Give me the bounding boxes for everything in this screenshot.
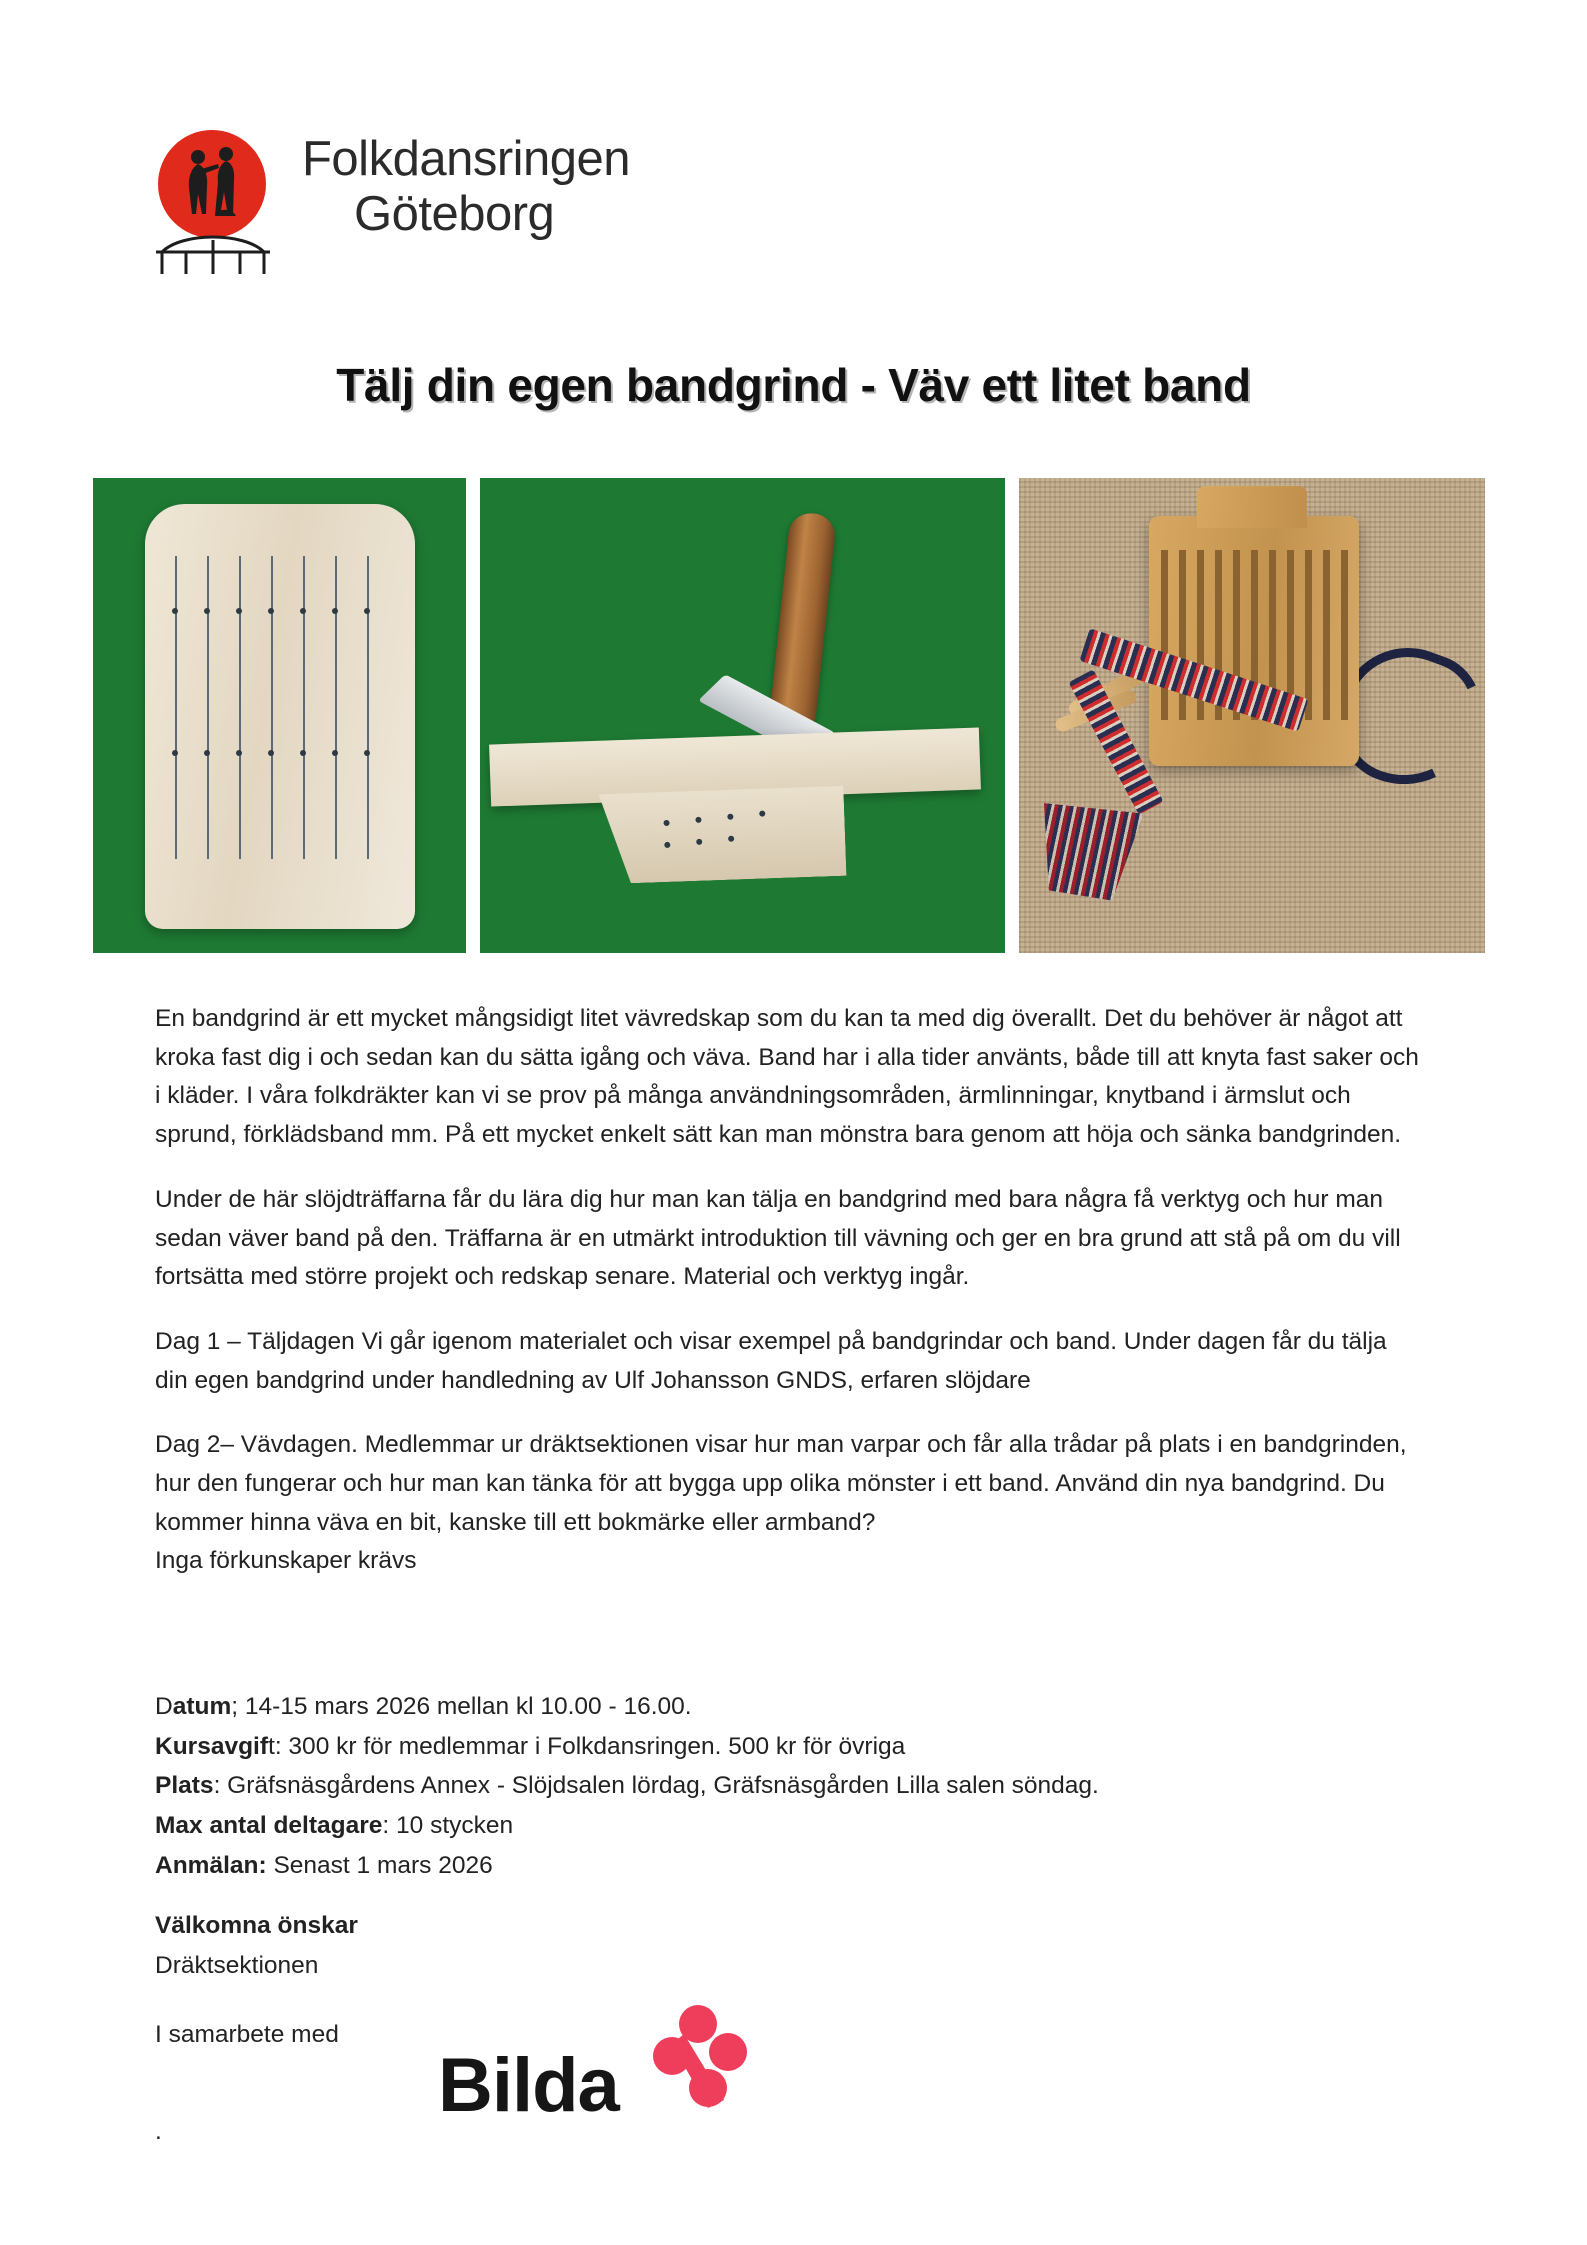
detail-row-max-participants: [155, 1806, 1425, 1846]
paragraph-prerequisites: Inga förkunskaper krävs: [155, 1547, 417, 1575]
event-details: [155, 1687, 1425, 1885]
detail-value: : Gräfsnäsgårdens Annex - Slöjdsalen lördag, Gräfsnäsgården Lilla salen söndag.: [213, 1772, 1099, 1800]
bridge-icon: [152, 226, 274, 276]
closing-signature: Dräktsektionen: [155, 1951, 319, 1979]
paragraph-course: Under de här slöjdträffarna får du lära dig hur man kan tälja en bandgrind med bara några få verktyg och hur man sedan väver band på den. Träffarna är en utmärkt introduktion till vävning och ger en bra grund att stå på om du vill fortsätta med större projekt och redskap senare. Material och verktyg ingår.: [155, 1185, 1401, 1291]
detail-label: Kursavgif: [155, 1732, 269, 1760]
photo-strip: [93, 478, 1493, 953]
dancers-icon: [158, 130, 266, 238]
detail-value: : 10 stycken: [382, 1812, 514, 1840]
organization-name-line1: Folkdansringen: [302, 132, 631, 186]
detail-row-registration: [155, 1846, 1425, 1886]
body-copy: [155, 1000, 1425, 1607]
organization-name: [302, 130, 630, 242]
closing-welcome: Välkomna önskar: [155, 1912, 358, 1939]
page-title: Tälj din egen bandgrind - Väv ett litet band: [336, 359, 1251, 411]
detail-lead: D: [155, 1693, 173, 1720]
detail-row-place: [155, 1766, 1425, 1806]
photo-knife-and-blank: [480, 478, 1005, 953]
bandgrind-blank-shape: [145, 504, 415, 929]
detail-label: Plats: [155, 1772, 214, 1800]
photo-finished-heddle: [1019, 478, 1485, 953]
bilda-logo: [438, 2000, 758, 2150]
organization-header: [150, 130, 630, 280]
detail-row-fee: [155, 1727, 1425, 1767]
detail-value: ; 14-15 mars 2026 mellan kl 10.00 - 16.00.: [231, 1693, 692, 1720]
slit-grid: [145, 504, 415, 929]
rigid-heddle-shape: [1149, 516, 1359, 766]
heddle-handle-shape: [1197, 486, 1307, 528]
paragraph-day2: Dag 2– Vävdagen. Medlemmar ur dräktsektionen visar hur man varpar och får alla trådar på plats i en bandgrinden, hur den fungerar och hur man kan tänka för att bygga upp olika mönster i ett band. Använd din nya bandgrind. Du kommer hinna väva en bit, kanske till ett bokmärke eller armband?: [155, 1431, 1407, 1536]
detail-value: t: 300 kr för medlemmar i Folkdansringen. 500 kr för övriga: [268, 1732, 906, 1760]
photo-bandgrind-blank: [93, 478, 466, 953]
paragraph-intro: En bandgrind är ett mycket mångsidigt litet vävredskap som du kan ta med dig överallt. Det du behöver är något att kroka fast dig i och sedan kan du sätta igång och väva. Band har i alla tider använts, både till att knyta fast saker och i kläder. I våra folkdräkter kan vi se prov på många användningsområden, ärmlinningar, knytband i ärmslut och sprund, förklädsband mm. På ett mycket enkelt sätt kan man mönstra bara genom att höja och sänka bandgrinden.: [155, 1005, 1419, 1149]
bilda-wordmark: Bilda: [438, 2043, 619, 2128]
wood-blank-shape: [599, 786, 847, 884]
detail-label: Anmälan:: [155, 1851, 267, 1879]
detail-label: Max antal deltagare: [155, 1812, 383, 1840]
knife-handle-shape: [769, 511, 837, 725]
bilda-clover-icon: [646, 2004, 750, 2112]
detail-label: atum: [172, 1693, 232, 1720]
paragraph-day1: Dag 1 – Täljdagen Vi går igenom materialet och visar exempel på bandgrindar och band. Under dagen får du tälja din egen bandgrind under handledning av Ulf Johansson GNDS, erfaren slöjdare: [155, 1327, 1387, 1394]
organization-name-line2: Göteborg: [354, 186, 555, 241]
detail-value: Senast 1 mars 2026: [266, 1851, 493, 1879]
trailing-dot: .: [155, 2118, 162, 2145]
folkdansringen-logo-icon: [150, 130, 278, 280]
detail-row-date: [155, 1687, 1425, 1727]
closing-cooperation: I samarbete med: [155, 2021, 339, 2049]
